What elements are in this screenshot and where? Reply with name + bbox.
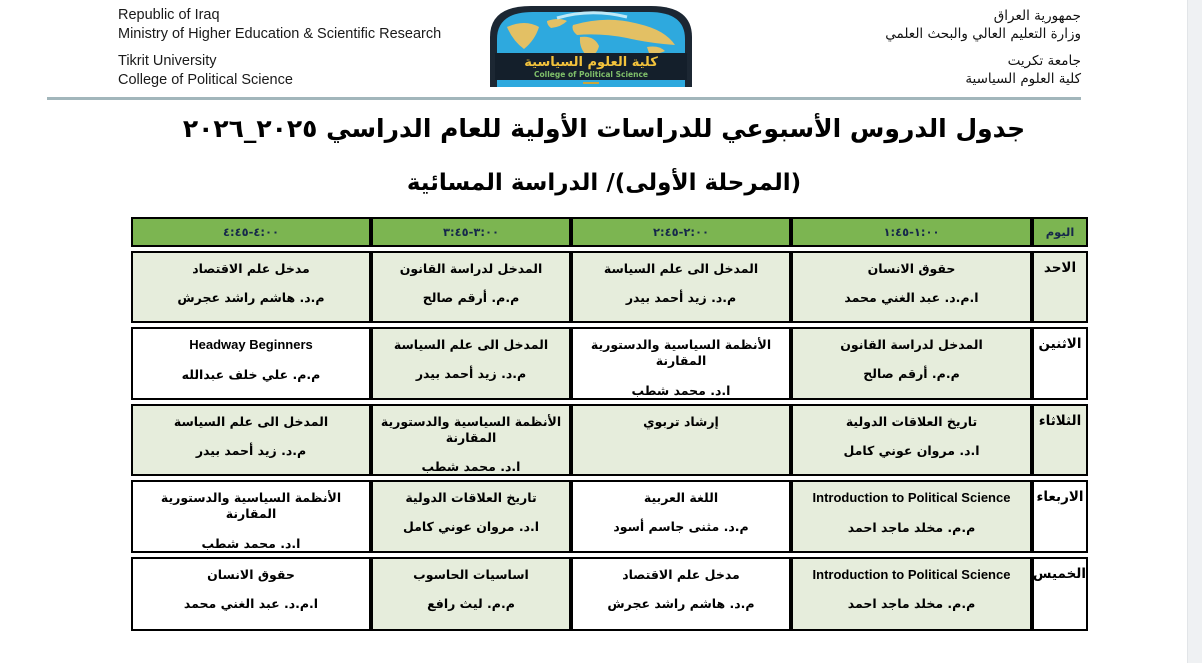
schedule-cell — [791, 480, 1032, 553]
letterhead-line-en: Tikrit University — [118, 53, 217, 69]
schedule-cell — [131, 480, 371, 553]
instructor-text: م.د. زيد أحمد بيدر — [625, 290, 737, 306]
time-range-text: ١:٤٥-١:٠٠ — [883, 225, 940, 239]
schedule-cell — [371, 404, 571, 477]
time-range-text: ٢:٤٥-٢:٠٠ — [652, 225, 710, 239]
subject-text: الأنظمة السياسية والدستورية المقارنة — [380, 413, 562, 445]
page-subtitle: (المرحلة الأولى)/ الدراسة المسائية — [406, 170, 802, 196]
subject-text: Introduction to Political Science — [812, 566, 1011, 582]
subject-text: حقوق الانسان — [867, 261, 956, 276]
page-title: جدول الدروس الأسبوعي للدراسات الأولية للعام الدراسي ٢٠٢٥_٢٠٢٦ — [182, 114, 1026, 143]
schedule-cell — [371, 480, 571, 553]
subject-text: اساسيات الحاسوب — [413, 566, 529, 582]
schedule-cell — [791, 327, 1032, 400]
subject-text: اللغة العربية — [643, 490, 719, 505]
instructor-text: م.د. مثنى جاسم أسود — [613, 519, 749, 535]
instructor-text: ا.د. محمد شطب — [421, 459, 521, 474]
instructor-text: ا.د. محمد شطب — [631, 382, 731, 398]
page-edge — [1187, 0, 1202, 663]
subject-text: المدخل الى علم السياسة — [173, 413, 329, 429]
instructor-text: م.د. زيد أحمد بيدر — [195, 442, 307, 458]
college-logo — [487, 3, 695, 87]
logo-bottom-mark — [583, 82, 599, 84]
instructor-text: م.د. هاشم راشد عجرش — [607, 595, 755, 611]
instructor-text: ا.م.د. عبد الغني محمد — [183, 595, 319, 611]
subject-text: مدخل علم الاقتصاد — [622, 566, 740, 582]
schedule-cell — [371, 251, 571, 323]
letterhead-line-en: Republic of Iraq — [118, 7, 220, 23]
day-column-header: اليوم — [1032, 217, 1088, 247]
schedule-cell — [131, 404, 371, 477]
subject-text: Introduction to Political Science — [812, 490, 1011, 505]
schedule-cell — [791, 404, 1032, 477]
time-slot-header — [571, 217, 791, 247]
schedule-table — [131, 213, 1088, 635]
instructor-text: ا.د. محمد شطب — [201, 535, 301, 551]
time-slot-header — [791, 217, 1032, 247]
subject-text: تاريخ العلاقات الدولية — [845, 413, 978, 429]
day-cell: الثلاثاء — [1032, 404, 1088, 477]
schedule-cell — [371, 557, 571, 631]
table-row — [131, 404, 1088, 477]
letterhead-line-ar: جمهورية العراق — [993, 8, 1081, 24]
college-logo-emblem — [487, 3, 695, 87]
letterhead-line-ar: كلية العلوم السياسية — [965, 71, 1081, 87]
schedule-cell — [131, 557, 371, 631]
table-row — [131, 480, 1088, 553]
subject-text: Headway Beginners — [189, 337, 313, 352]
subject-text: المدخل لدراسة القانون — [399, 261, 543, 276]
table-row — [131, 251, 1088, 323]
table-row — [131, 327, 1088, 400]
schedule-cell — [571, 480, 791, 553]
letterhead-arabic — [885, 7, 1081, 88]
instructor-text: ا.د. مروان عوني كامل — [402, 519, 540, 535]
logo-band-arabic: كلية العلوم السياسية — [524, 55, 658, 70]
schedule-cell — [131, 327, 371, 400]
instructor-text: ا.م.د. عبد الغني محمد — [844, 290, 979, 306]
letterhead-line-en: College of Political Science — [118, 72, 293, 88]
instructor-text: م.م. علي خلف عبدالله — [181, 366, 321, 382]
time-range-text: ٣:٤٥-٣:٠٠ — [442, 225, 500, 239]
instructor-text: م.م. مخلد ماجد احمد — [847, 519, 976, 535]
subject-text: المدخل الى علم السياسة — [393, 337, 549, 352]
schedule-cell — [571, 557, 791, 631]
letterhead-english — [118, 6, 441, 90]
instructor-text: م.م. مخلد ماجد احمد — [847, 596, 976, 612]
subject-text: إرشاد تربوي — [643, 413, 719, 429]
logo-band-english: College of Political Science — [534, 70, 648, 79]
subject-text: الأنظمة السياسية والدستورية المقارنة — [590, 337, 772, 369]
subject-text: المدخل لدراسة القانون — [840, 337, 983, 352]
day-cell: الاحد — [1032, 251, 1088, 323]
instructor-text: م.د. هاشم راشد عجرش — [177, 290, 325, 306]
instructor-text: م.م. أرقم صالح — [863, 366, 960, 382]
instructor-text: م.م. أرقم صالح — [422, 290, 520, 306]
schedule-cell — [791, 557, 1032, 631]
subject-text: الأنظمة السياسية والدستورية المقارنة — [160, 490, 342, 522]
separator-line — [47, 97, 1081, 100]
schedule-cell — [571, 251, 791, 323]
letterhead-line-ar: وزارة التعليم العالي والبحث العلمي — [885, 26, 1081, 42]
schedule-cell — [131, 251, 371, 323]
schedule-cell — [571, 404, 791, 477]
schedule-cell — [571, 327, 791, 400]
schedule-cell — [791, 251, 1032, 323]
letterhead-line-en: Ministry of Higher Education & Scientific Research — [118, 26, 442, 42]
instructor-text: م.م. ليث رافع — [427, 595, 515, 611]
table-row — [131, 557, 1088, 631]
letterhead-line-ar: جامعة تكريت — [1007, 53, 1081, 69]
subject-text: المدخل الى علم السياسة — [603, 261, 759, 276]
subject-text: مدخل علم الاقتصاد — [192, 261, 310, 276]
time-range-text: ٤:٤٥-٤:٠٠ — [222, 225, 280, 239]
time-slot-header — [131, 217, 371, 247]
time-slot-header — [371, 217, 571, 247]
subject-text: تاريخ العلاقات الدولية — [405, 490, 537, 505]
schedule-header-row — [131, 217, 1088, 247]
day-cell: الخميس — [1032, 557, 1088, 631]
instructor-text: م.د. زيد أحمد بيدر — [415, 366, 527, 382]
day-cell: الاثنين — [1032, 327, 1088, 400]
day-cell: الاربعاء — [1032, 480, 1088, 553]
instructor-text: ا.د. مروان عوني كامل — [843, 442, 980, 458]
subject-text: حقوق الانسان — [207, 566, 295, 582]
schedule-cell — [371, 327, 571, 400]
